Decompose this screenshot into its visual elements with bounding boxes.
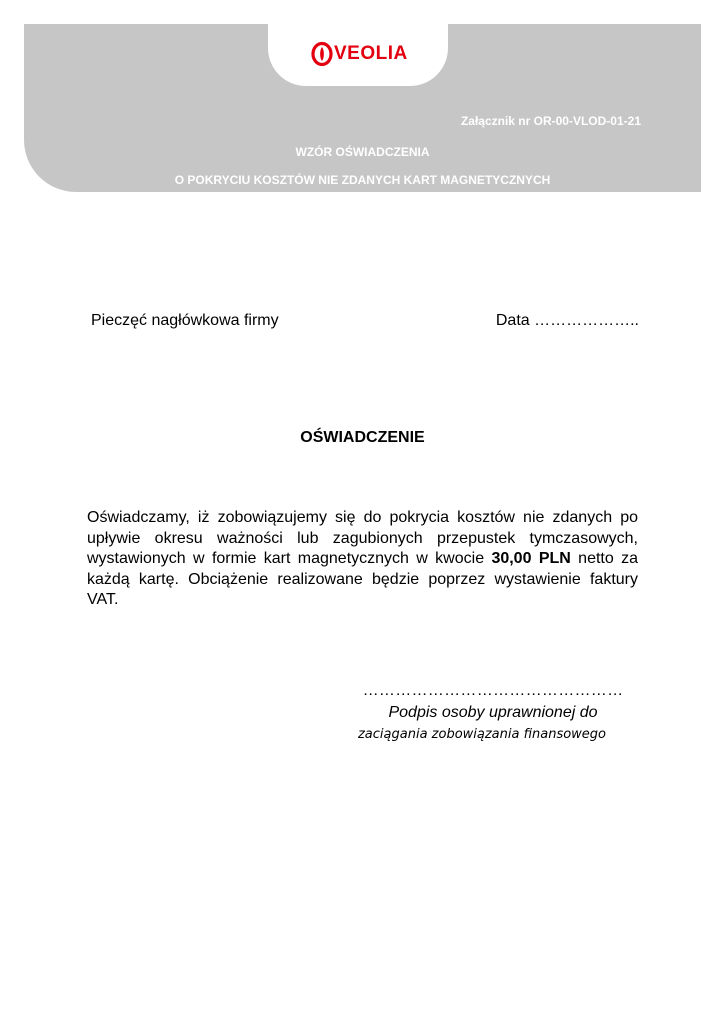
veolia-logo: [311, 40, 408, 68]
statement-text-part2: netto za każdą kartę. Obciążenie realizowane będzie poprzez wystawienie faktury VAT.: [87, 550, 639, 608]
company-stamp-label: Pieczęć nagłówkowa firmy: [91, 312, 279, 329]
statement-text-part1: Oświadczamy, iż zobowiązujemy się do pokrycia kosztów nie zdanych po upływie okresu ważności lub zagubionych przepustek tymczasowych, wystawionych w formie kart magnetycznych w kwocie: [87, 509, 638, 567]
signature-caption-line1: Podpis osoby uprawnionej do: [388, 704, 598, 721]
document-title-line2: O POKRYCIU KOSZTÓW NIE ZDANYCH KART MAGNETYCZNYCH: [174, 173, 551, 187]
statement-amount: 30,00 PLN: [491, 550, 571, 567]
signature-caption-line2: zaciągania zobowiązania finansowego: [357, 727, 607, 742]
statement-heading: OŚWIADCZENIE: [300, 429, 425, 446]
date-field: Data ………………..: [495, 312, 639, 329]
statement-body: [87, 508, 638, 611]
signature-line: …………………………………………: [362, 682, 624, 699]
document-title-line1: WZÓR OŚWIADCZENIA: [295, 145, 430, 159]
annex-number: Załącznik nr OR-00-VLOD-01-21: [460, 114, 641, 128]
brand-name: VEOLIA: [334, 43, 408, 64]
veolia-logo-icon: [311, 41, 333, 67]
